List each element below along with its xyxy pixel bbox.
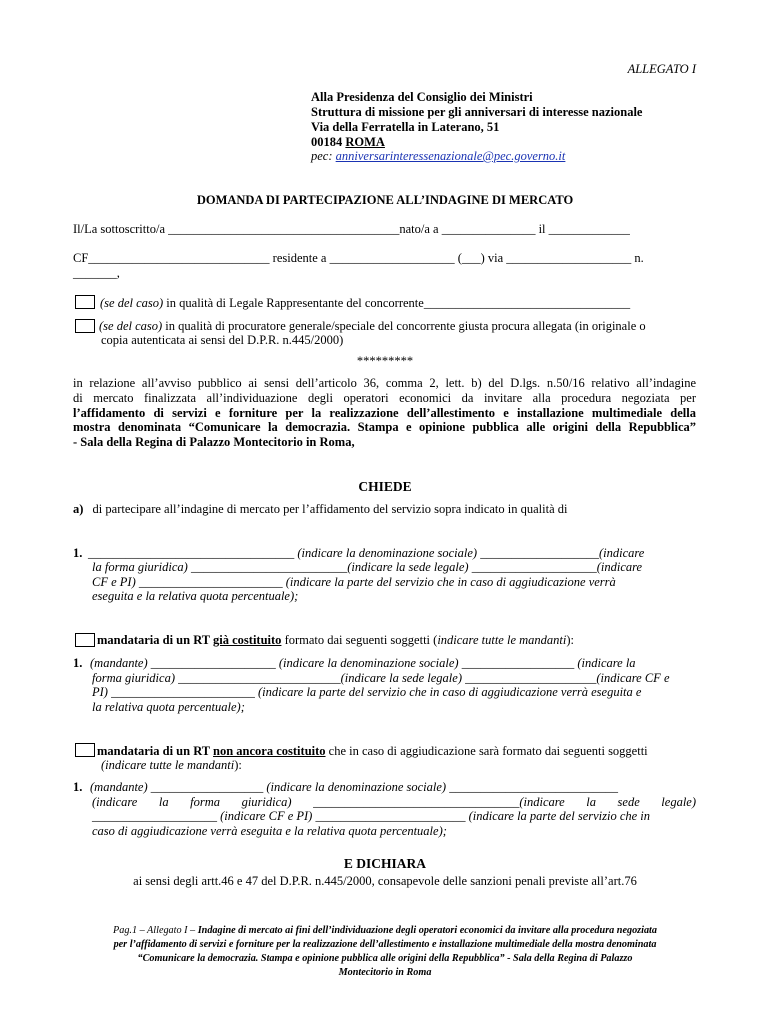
item-1-cf-blank[interactable]: _______________________ <box>138 575 283 589</box>
legal-rep-body: in qualità di Legale Rappresentante del concorrente_________________________________ <box>163 296 631 310</box>
allegato-label: ALLEGATO I <box>627 62 696 76</box>
recipient-cap: 00184 <box>311 135 343 149</box>
recipient-line2: Struttura di missione per gli anniversari di interesse nazionale <box>311 105 643 119</box>
item-1-seat-blank[interactable]: ____________________ <box>471 560 597 574</box>
recipient-city: ROMA <box>345 135 385 149</box>
rt-non-costituito-line3[interactable]: ____________________ (indicare CF e PI) ________________________ (indicare la parte del servizio che in <box>92 809 651 823</box>
pec-label: pec: <box>311 149 333 163</box>
intro-line2: di mercato finalizzata all’individuazione degli operatori economici da invitare alla procedura negoziata per <box>73 391 696 405</box>
rt-costituito-number: 1. <box>73 656 83 670</box>
footer-line4: Montecitorio in Roma <box>338 967 432 978</box>
personal-data-line2[interactable]: CF_____________________________ residente a ____________________ (___) via ____________________ n. <box>73 251 644 265</box>
page-footer <box>70 924 700 980</box>
rt-costituito-line2[interactable]: forma giuridica) __________________________(indicare la sede legale) _____________________(indicare CF e <box>92 671 670 685</box>
item-1-part-hint: (indicare la parte del servizio che in caso di aggiudicazione verrà <box>282 575 616 589</box>
rt-non-costituito-label2: (indicare tutte le mandanti): <box>101 758 242 772</box>
intro-line1: in relazione all’avviso pubblico ai sensi dell’articolo 36, comma 2, lett. b) del D.lgs. n.50/16 relativo all’indagine <box>73 376 696 390</box>
dichiara-heading: E DICHIARA <box>343 856 427 871</box>
chiede-a-text: di partecipare all’indagine di mercato per l’affidamento del servizio sopra indicato in qualità di <box>92 502 568 516</box>
item-1-line4: eseguita e la relativa quota percentuale); <box>92 589 299 603</box>
rt-non-costituito-label: mandataria di un RT non ancora costituito che in caso di aggiudicazione sarà formato dai seguenti soggetti <box>97 744 648 758</box>
item-1-line3[interactable] <box>92 575 616 589</box>
item-1-cf-hint-start: (indicare <box>596 560 643 574</box>
procurator-prefix: (se del caso) <box>99 319 163 333</box>
personal-data-line3[interactable]: _______, <box>73 266 120 280</box>
rt-costituito-label: mandataria di un RT già costituito formato dai seguenti soggetti (indicare tutte le mandanti): <box>97 633 574 647</box>
chiede-a-line <box>73 502 567 516</box>
rt-non-costituito-status: non ancora costituito <box>213 744 326 758</box>
footer-line1: Pag.1 – Allegato I – Indagine di mercato ai fini dell’individuazione degli operatori economici da invitare alla procedura negoziata <box>113 925 657 936</box>
recipient-pec-line <box>311 149 565 163</box>
rt-non-costituito-line2[interactable]: (indicare la forma giuridica) _________________________________(indicare la sede legale) <box>92 795 697 809</box>
footer-line2: per l’affidamento di servizi e forniture per la realizzazione dell’allestimento e installazione multimediale della mostra denominata <box>113 939 657 950</box>
item-1-seat-hint: (indicare la sede legale) <box>347 560 472 574</box>
rt-non-costituito-checkbox[interactable] <box>75 743 95 757</box>
footer-line3: “Comunicare la democrazia. Stampa e opinione pubblica alle origini della Repubblica” - Sala della Regina di Palazzo <box>137 953 633 964</box>
personal-data-line1[interactable]: Il/La sottoscritto/a _____________________________________nato/a a _______________ il _____________ <box>73 222 630 236</box>
intro-line4: mostra denominata “Comunicare la democrazia. Stampa e opinione pubblica alle origini della Repubblica” <box>73 420 696 434</box>
item-1-name-hint: (indicare la denominazione sociale) <box>294 546 481 560</box>
rt-costituito-line1[interactable]: (mandante) ____________________ (indicare la denominazione sociale) __________________ (indicare la <box>90 656 636 670</box>
item-1-cf-hint: CF e PI) <box>92 575 139 589</box>
rt-non-costituito-line4: caso di aggiudicazione verrà eseguita e la relativa quota percentuale); <box>92 824 447 838</box>
item-1-form-blank[interactable]: _________________________ <box>190 560 348 574</box>
item-1-form-hint: la forma giuridica) <box>92 560 191 574</box>
procurator-text-line2: copia autenticata ai sensi del D.P.R. n.445/2000) <box>101 333 344 347</box>
legal-rep-checkbox[interactable] <box>75 295 95 309</box>
rt-costituito-line4: la relativa quota percentuale); <box>92 700 245 714</box>
recipient-line3: Via della Ferratella in Laterano, 51 <box>311 120 500 134</box>
legal-rep-prefix: (se del caso) <box>100 296 164 310</box>
rt-non-costituito-number: 1. <box>73 780 83 794</box>
item-1-number: 1. <box>73 546 83 560</box>
dichiara-text: ai sensi degli artt.46 e 47 del D.P.R. n.445/2000, consapevole delle sanzioni penali previste all’art.76 <box>133 874 637 888</box>
item-1-name-blank[interactable]: _________________________________ <box>88 546 295 560</box>
rt-costituito-checkbox[interactable] <box>75 633 95 647</box>
item-1-line2[interactable] <box>92 560 642 574</box>
separator-stars: ********* <box>356 354 414 368</box>
chiede-a-label: a) <box>73 502 84 516</box>
item-1-hint-end: (indicare <box>598 546 645 560</box>
item-1-blank2[interactable]: ___________________ <box>480 546 599 560</box>
intro-line3: l’affidamento di servizi e forniture per la realizzazione dell’allestimento e installazione multimediale della <box>73 406 696 420</box>
recipient-city-line <box>311 135 385 149</box>
chiede-heading: CHIEDE <box>358 479 412 494</box>
rt-costituito-line3[interactable]: PI) _______________________ (indicare la parte del servizio che in caso di aggiudicazione verrà eseguita e <box>92 685 642 699</box>
legal-rep-text <box>100 296 630 310</box>
procurator-checkbox[interactable] <box>75 319 95 333</box>
rt-costituito-status: già costituito <box>213 633 282 647</box>
intro-line5: - Sala della Regina di Palazzo Montecitorio in Roma, <box>73 435 355 449</box>
procurator-body: in qualità di procuratore generale/speciale del concorrente giusta procura allegata (in originale o <box>162 319 646 333</box>
item-1-line1[interactable] <box>88 546 644 560</box>
pec-email-link[interactable]: anniversarinteressenazionale@pec.governo.it <box>335 149 566 163</box>
rt-non-costituito-line1[interactable]: (mandante) __________________ (indicare la denominazione sociale) ___________________________ <box>90 780 618 794</box>
procurator-text-line1 <box>99 319 646 333</box>
document-title: DOMANDA DI PARTECIPAZIONE ALL’INDAGINE DI MERCATO <box>196 193 574 207</box>
recipient-line1: Alla Presidenza del Consiglio dei Ministri <box>311 90 533 104</box>
